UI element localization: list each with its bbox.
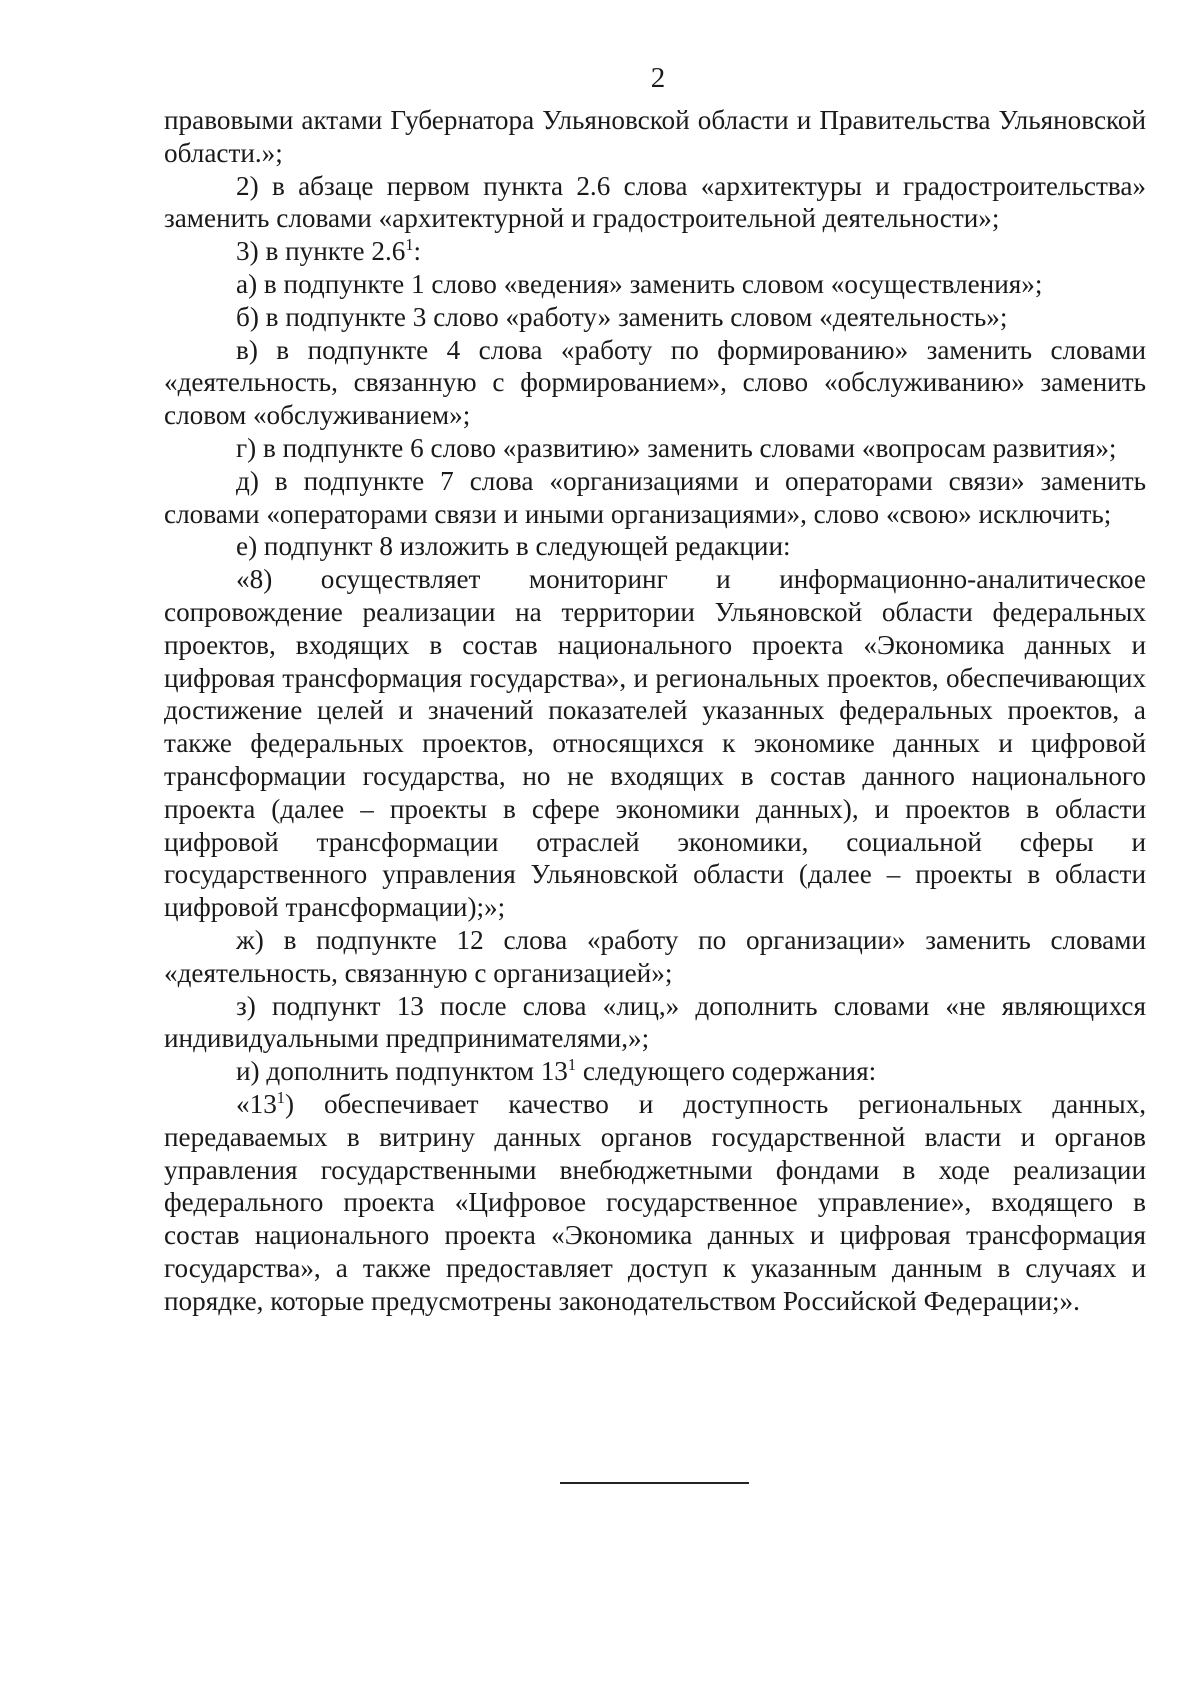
paragraph xyxy=(164,235,1146,268)
document-body xyxy=(164,104,1146,1317)
paragraph: г) в подпункте 6 слово «развитию» заменить словами «вопросам развития»; xyxy=(236,432,1117,463)
paragraph: а) в подпункте 1 слово «ведения» заменить словом «осуществления»; xyxy=(236,268,1043,299)
paragraph xyxy=(164,1088,1146,1318)
paragraph-text-start: «13 xyxy=(236,1088,277,1119)
paragraph xyxy=(164,1055,1146,1088)
paragraph: «8) осуществляет мониторинг и информационно-аналитическое сопровождение реализации на территории Ульяновской области федеральных проектов, входящих в состав национального проекта «Экономика данных и цифровая трансформация государства», и региональных проектов, обеспечивающих достижение целей и значений показателей указанных федеральных проектов, а также федеральных проектов, относящихся к экономике данных и цифровой трансформации государства, но не входящих в состав данного национального проекта (далее – проекты в сфере экономики данных), и проектов в области цифровой трансформации отраслей экономики, социальной сферы и государственного управления Ульяновской области (далее – проекты в области цифровой трансформации);»; xyxy=(164,564,1146,923)
paragraph: д) в подпункте 7 слова «организациями и операторами связи» заменить словами «операторами связи и иными организациями», слово «свою» исключить; xyxy=(164,465,1146,529)
paragraph: правовыми актами Губернатора Ульяновской области и Правительства Ульяновской области.»; xyxy=(164,105,1146,168)
paragraph-text-end: следующего содержания: xyxy=(576,1056,877,1087)
paragraph-text-start: и) дополнить подпунктом 13 xyxy=(236,1056,568,1087)
end-divider xyxy=(560,1482,749,1484)
paragraph: з) подпункт 13 после слова «лиц,» дополнить словами «не являющихся индивидуальными предпринимателями,»; xyxy=(164,990,1146,1054)
page-number: 2 xyxy=(650,62,666,94)
paragraph-text-end: ) обеспечивает качество и доступность региональных данных, передаваемых в витрину данных органов государственной власти и органов управления государственными внебюджетными фондами в ходе реализации федерального проекта «Цифровое государственное управление», входящего в состав национального проекта «Экономика данных и цифровая трансформация государства», а также предоставляет доступ к указанным данным в случаях и порядке, которые предусмотрены законодательством Российской Федерации;». xyxy=(164,1088,1146,1316)
superscript: 1 xyxy=(276,1087,285,1107)
superscript: 1 xyxy=(405,235,414,255)
paragraph: в) в подпункте 4 слова «работу по формированию» заменить словами «деятельность, связанную с формированием», слово «обслуживанию» заменить словом «обслуживанием»; xyxy=(164,334,1146,431)
paragraph: е) подпункт 8 изложить в следующей редакции: xyxy=(236,531,791,562)
superscript: 1 xyxy=(567,1055,577,1075)
paragraph-text-end: : xyxy=(413,236,422,267)
paragraph-text-start: 3) в пункте 2.6 xyxy=(236,236,406,267)
paragraph: 2) в абзаце первом пункта 2.6 слова «архитектуры и градостроительства» заменить словами «архитектурной и градостроительной деятельности»; xyxy=(164,170,1146,234)
paragraph: б) в подпункте 3 слово «работу» заменить словом «деятельность»; xyxy=(236,301,1008,332)
paragraph: ж) в подпункте 12 слова «работу по организации» заменить словами «деятельность, связанную с организацией»; xyxy=(164,924,1146,988)
